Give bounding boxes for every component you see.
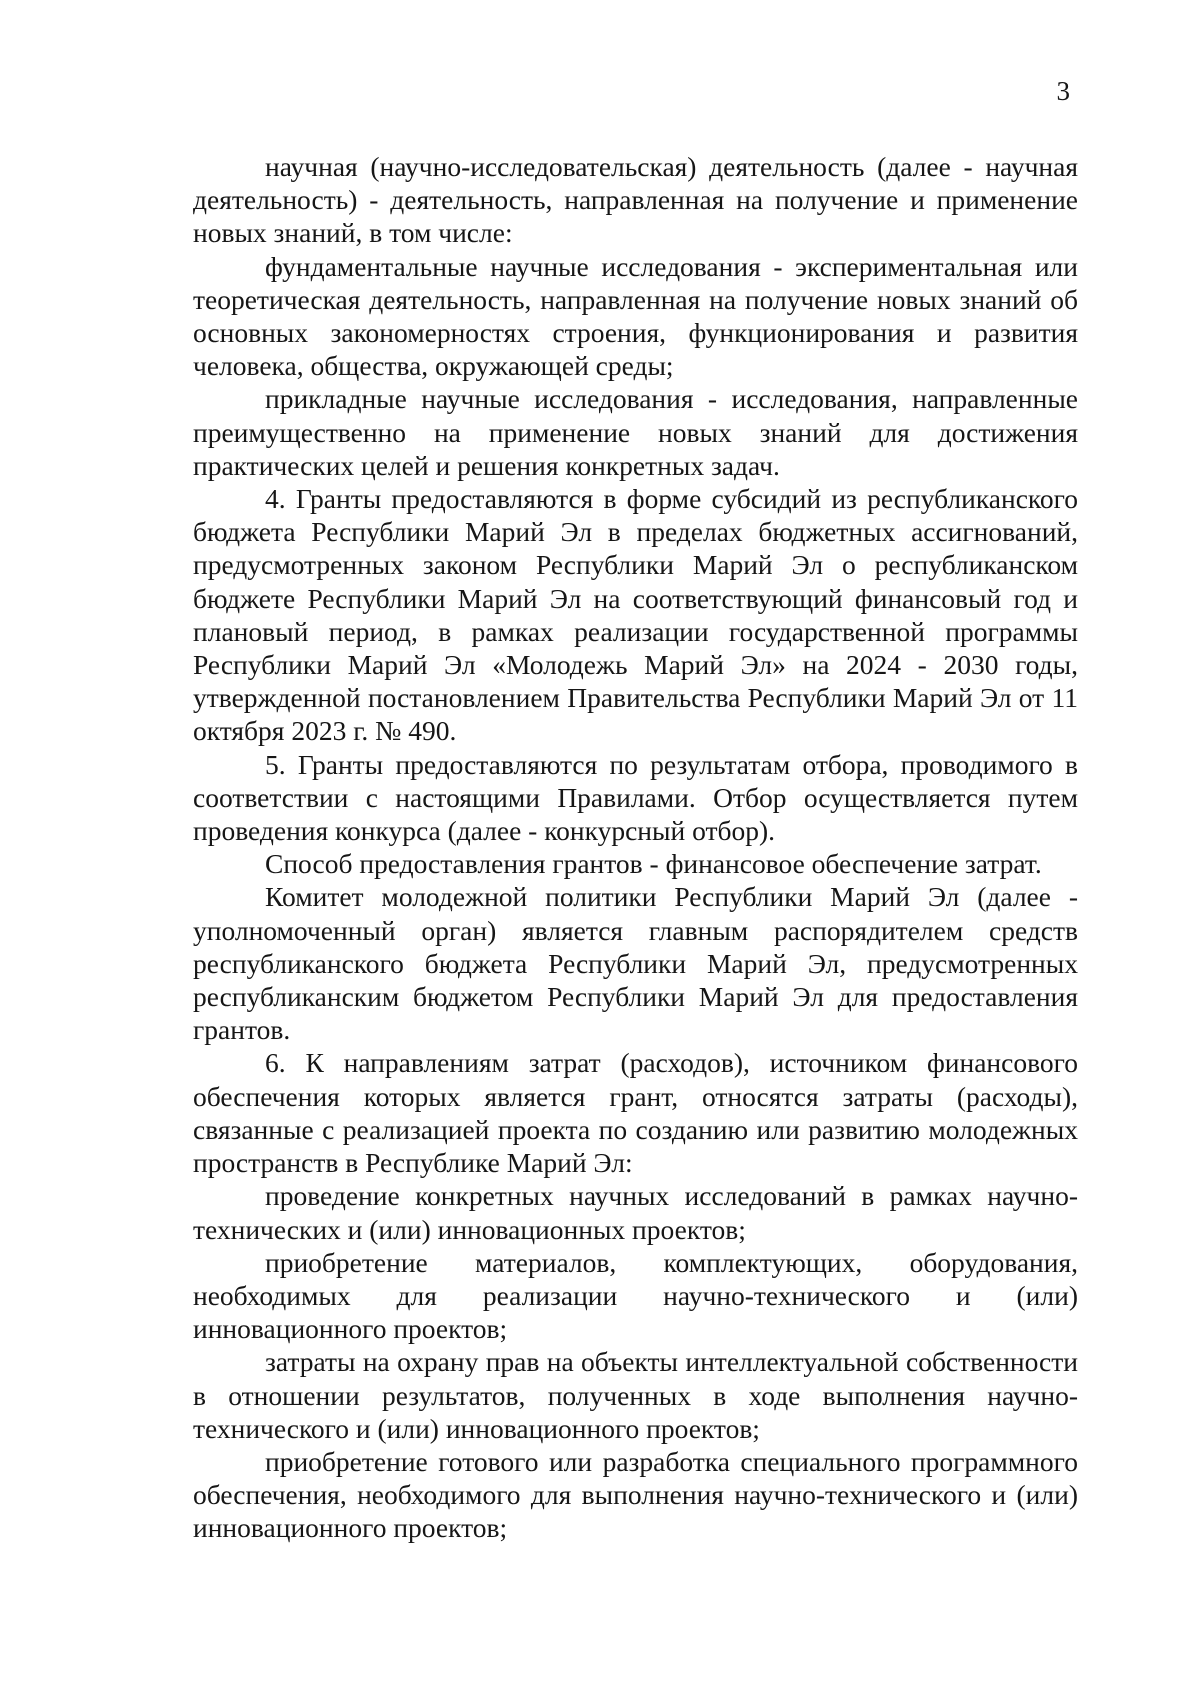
paragraph-expense-software: приобретение готового или разработка специального программного обеспечения, необходимого для выполнения научно-технического и (или) инновационного проектов; bbox=[193, 1445, 1078, 1544]
page-number: 3 bbox=[1056, 76, 1070, 106]
paragraph-authorized-body: Комитет молодежной политики Республики Марий Эл (далее - уполномоченный орган) является главным распорядителем средств республиканского бюджета Республики Марий Эл, предусмотренных республиканским бюджетом Республики Марий Эл для предоставления грантов. bbox=[193, 881, 1078, 1046]
document-body bbox=[193, 150, 1078, 1545]
paragraph-grant-method: Способ предоставления грантов - финансовое обеспечение затрат. bbox=[265, 848, 1042, 880]
paragraph-item-5: 5. Гранты предоставляются по результатам отбора, проводимого в соответствии с настоящими Правилами. Отбор осуществляется путем проведения конкурса (далее - конкурсный отбор). bbox=[193, 748, 1078, 847]
paragraph-expense-materials: приобретение материалов, комплектующих, оборудования, необходимых для реализации научно-технического и (или) инновационного проектов; bbox=[193, 1246, 1078, 1345]
paragraph-expense-ip-protection: затраты на охрану прав на объекты интеллектуальной собственности в отношении результатов, полученных в ходе выполнения научно-технического и (или) инновационного проектов; bbox=[193, 1346, 1078, 1444]
paragraph-item-4: 4. Гранты предоставляются в форме субсидий из республиканского бюджета Республики Марий Эл в пределах бюджетных ассигнований, предусмотренных законом Республики Марий Эл о республиканском бюджете Республики Марий Эл на соответствующий финансовый год и плановый период, в рамках реализации государственной программы Республики Марий Эл «Молодежь Марий Эл» на 2024 - 2030 годы, утвержденной постановлением Правительства Республики Марий Эл от 11 октября 2023 г. № 490. bbox=[193, 483, 1078, 747]
paragraph-applied-research: прикладные научные исследования - исследования, направленные преимущественно на применение новых знаний для достижения практических целей и решения конкретных задач. bbox=[193, 383, 1078, 481]
paragraph-scientific-activity: научная (научно-исследовательская) деятельность (далее - научная деятельность) - деятельность, направленная на получение и применение новых знаний, в том числе: bbox=[193, 151, 1078, 249]
paragraph-expense-research: проведение конкретных научных исследований в рамках научно-технических и (или) инновационных проектов; bbox=[193, 1180, 1078, 1245]
paragraph-item-6: 6. К направлениям затрат (расходов), источником финансового обеспечения которых является грант, относятся затраты (расходы), связанные с реализацией проекта по созданию или развитию молодежных пространств в Республике Марий Эл: bbox=[193, 1047, 1078, 1179]
paragraph-fundamental-research: фундаментальные научные исследования - экспериментальная или теоретическая деятельность, направленная на получение новых знаний об основных закономерностях строения, функционирования и развития человека, общества, окружающей среды; bbox=[193, 250, 1078, 382]
